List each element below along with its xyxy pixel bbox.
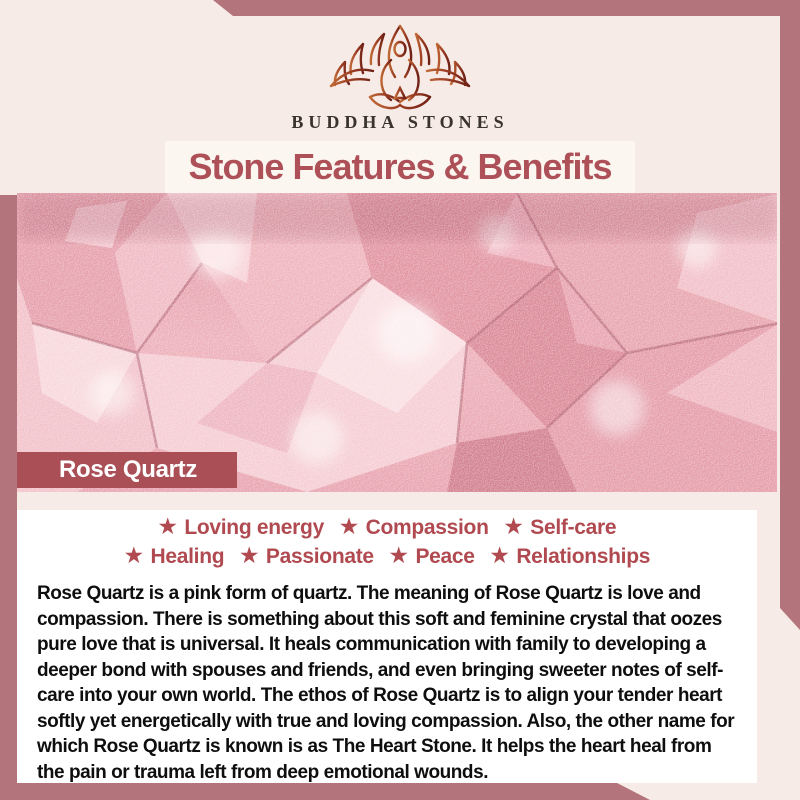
brand-name: BUDDHA STONES (291, 112, 509, 132)
stone-name-label: Rose Quartz (17, 452, 237, 488)
feature-item (390, 544, 475, 569)
feature-item (159, 515, 324, 540)
feature-label: Relationships (516, 545, 651, 568)
star-icon: ★ (158, 516, 177, 538)
frame-band-top (0, 0, 800, 16)
frame-strip-right (780, 0, 800, 630)
content-panel (17, 510, 757, 783)
rose-quartz-photo (17, 193, 780, 492)
frame-band-bottom (0, 783, 650, 800)
features-row-1 (37, 515, 738, 544)
photo-right-gap (777, 193, 780, 492)
feature-item (505, 515, 617, 540)
feature-label: Healing (150, 545, 225, 568)
feature-label: Self-care (530, 516, 617, 539)
star-icon: ★ (339, 516, 358, 538)
feature-label: Loving energy (184, 516, 324, 539)
feature-item (491, 544, 650, 569)
features-row-2 (37, 544, 738, 573)
star-icon: ★ (124, 545, 143, 567)
stone-description: Rose Quartz is a pink form of quartz. The meaning of Rose Quartz is love and compassion. There is something about this soft and feminine crystal that oozes pure love that is universal. It heals communication with family to developing a deeper bond with spouses and friends, and even bringing sweeter notes of self-care into your own world. The ethos of Rose Quartz is to align your tender heart softly yet energetically with true and loving compassion. Also, the other name for which Rose Quartz is known is as The Heart Stone. It helps the heart heal from the pain or trauma left from deep emotional wounds. (37, 583, 735, 783)
lotus-meditation-logo-icon (325, 22, 475, 114)
feature-label: Passionate (265, 545, 374, 568)
page-title: Stone Features & Benefits (188, 146, 612, 187)
star-icon: ★ (504, 516, 523, 538)
heading-banner (165, 141, 635, 193)
star-icon: ★ (490, 545, 509, 567)
feature-label: Compassion (365, 516, 489, 539)
feature-item (125, 544, 224, 569)
feature-item (240, 544, 374, 569)
feature-label: Peace (415, 545, 475, 568)
star-icon: ★ (240, 545, 258, 567)
star-icon: ★ (389, 545, 408, 567)
feature-item (340, 515, 489, 540)
